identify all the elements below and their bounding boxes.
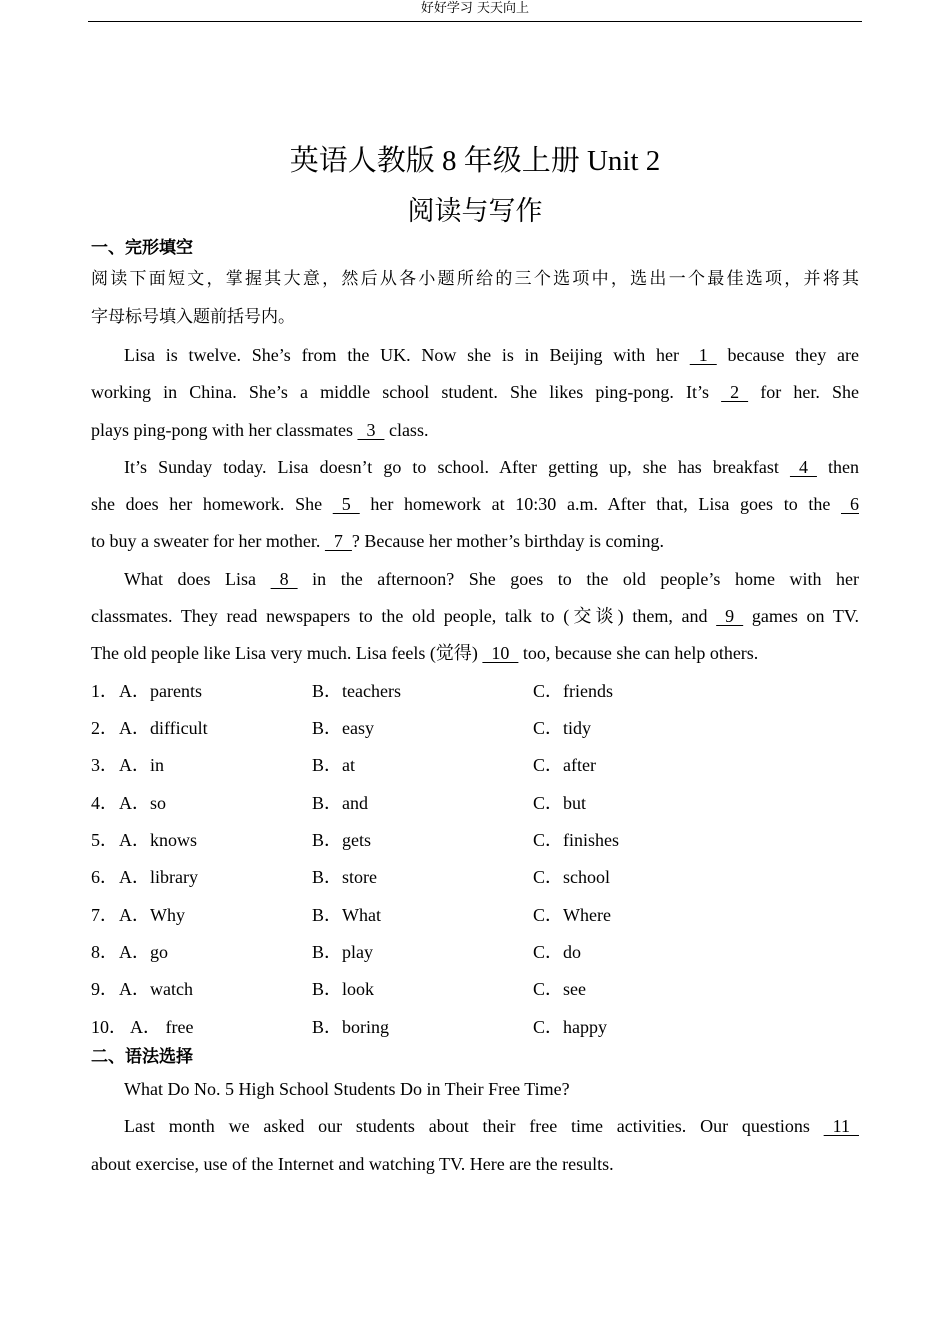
section-heading-grammar: 二、语法选择 — [91, 1047, 193, 1067]
option-b[interactable]: B．boring — [312, 1017, 390, 1037]
blank-2[interactable]: 2 — [721, 382, 749, 402]
option-a[interactable]: A．watch — [119, 979, 193, 999]
page-header: 好好学习 天天向上 — [420, 1, 530, 16]
passage-line: The old people like Lisa very much. Lisa feels (觉得) 10 too, because she can help others. — [91, 643, 759, 663]
question-options — [91, 679, 871, 703]
option-a[interactable]: A．knows — [119, 830, 198, 850]
blank-10[interactable]: 10 — [482, 643, 519, 663]
option-a[interactable]: A．in — [119, 755, 164, 775]
question-options — [91, 791, 871, 815]
instruction-line: 阅读下面短文，掌握其大意，然后从各小题所给的三个选项中，选出一个最佳选项，并将其 — [91, 269, 859, 289]
option-c[interactable]: C．Where — [533, 905, 611, 925]
passage-line: she does her homework. She 5 her homework at 10:30 a.m. After that, Lisa goes to the 6 — [91, 494, 859, 514]
question-number: 9． — [91, 979, 118, 999]
blank-5[interactable]: 5 — [332, 494, 360, 514]
question-options — [91, 977, 871, 1001]
question-number: 5． — [91, 830, 118, 850]
option-c[interactable]: C．finishes — [533, 830, 620, 850]
question-number: 7． — [91, 905, 118, 925]
section-heading-cloze: 一、完形填空 — [91, 238, 193, 258]
option-a[interactable]: A．parents — [119, 681, 202, 701]
blank-8[interactable]: 8 — [270, 569, 298, 589]
option-a[interactable]: A．difficult — [119, 718, 208, 738]
question-options — [91, 940, 871, 964]
header-rule — [88, 21, 862, 22]
option-c[interactable]: C．but — [533, 793, 587, 813]
question-options — [91, 828, 871, 852]
passage-line: about exercise, use of the Internet and watching TV. Here are the results. — [91, 1154, 614, 1174]
blank-4[interactable]: 4 — [789, 457, 817, 477]
option-c[interactable]: C．school — [533, 867, 611, 887]
blank-11[interactable]: 11 — [823, 1116, 859, 1136]
document-title: 英语人教版 8 年级上册 Unit 2 — [289, 145, 661, 177]
option-c[interactable]: C．see — [533, 979, 586, 999]
option-c[interactable]: C．happy — [533, 1017, 607, 1037]
option-b[interactable]: B．easy — [312, 718, 374, 738]
blank-7[interactable]: 7 — [324, 531, 352, 551]
option-b[interactable]: B．and — [312, 793, 368, 813]
question-options — [91, 865, 871, 889]
option-b[interactable]: B．teachers — [312, 681, 401, 701]
option-b[interactable]: B．gets — [312, 830, 372, 850]
passage-line: Lisa is twelve. She’s from the UK. Now she is in Beijing with her 1 because they are — [124, 345, 859, 365]
question-options — [91, 1015, 871, 1039]
passage-line: What does Lisa 8 in the afternoon? She goes to the old people’s home with her — [124, 569, 860, 589]
option-c[interactable]: C．friends — [533, 681, 613, 701]
question-number: 4． — [91, 793, 118, 813]
question-number: 3． — [91, 755, 118, 775]
option-a[interactable]: A．go — [119, 942, 168, 962]
question-number: 1． — [91, 681, 118, 701]
option-b[interactable]: B．at — [312, 755, 355, 775]
option-a[interactable]: A．library — [119, 867, 198, 887]
question-options — [91, 903, 871, 927]
document-subtitle: 阅读与写作 — [407, 196, 543, 227]
passage-line: to buy a sweater for her mother. 7 ? Because her mother’s birthday is coming. — [91, 531, 665, 551]
passage-line: plays ping-pong with her classmates 3 class. — [91, 420, 429, 440]
option-b[interactable]: B．look — [312, 979, 375, 999]
passage-title: What Do No. 5 High School Students Do in Their Free Time? — [124, 1079, 570, 1099]
option-c[interactable]: C．do — [533, 942, 582, 962]
option-c[interactable]: C．tidy — [533, 718, 592, 738]
question-options — [91, 716, 871, 740]
option-a[interactable]: A．so — [119, 793, 167, 813]
question-number: 8． — [91, 942, 118, 962]
question-number: 10． — [91, 1017, 127, 1037]
question-number: 2． — [91, 718, 118, 738]
blank-1[interactable]: 1 — [689, 345, 717, 365]
question-options — [91, 753, 871, 777]
option-c[interactable]: C．after — [533, 755, 596, 775]
passage-line: working in China. She’s a middle school student. She likes ping-pong. It’s 2 for her. She — [91, 382, 860, 402]
option-b[interactable]: B．What — [312, 905, 381, 925]
passage-line: It’s Sunday today. Lisa doesn’t go to school. After getting up, she has breakfast 4 then — [124, 457, 860, 477]
blank-3[interactable]: 3 — [357, 420, 385, 440]
passage-line: Last month we asked our students about their free time activities. Our questions 11 — [124, 1116, 859, 1136]
option-b[interactable]: B．play — [312, 942, 373, 962]
option-a[interactable]: A． free — [130, 1017, 194, 1037]
question-number: 6． — [91, 867, 118, 887]
blank-9[interactable]: 9 — [716, 606, 744, 626]
instruction-line: 字母标号填入题前括号内。 — [91, 307, 295, 327]
option-b[interactable]: B．store — [312, 867, 377, 887]
passage-line: classmates. They read newspapers to the old people, talk to (交谈) them, and 9 games on TV. — [91, 606, 860, 626]
option-a[interactable]: A．Why — [119, 905, 185, 925]
blank-6[interactable]: 6 — [841, 494, 859, 514]
